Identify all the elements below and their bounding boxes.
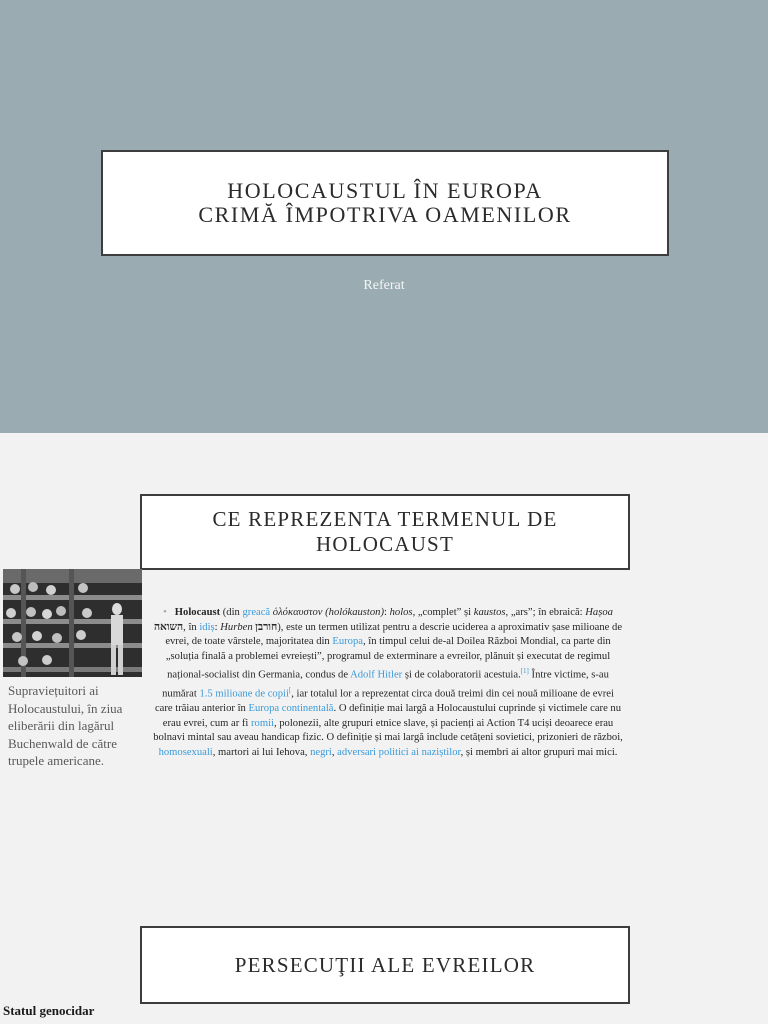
- body-text: , polonezii, alte grupuri etnice slave, și pacienți ai Action T4 uciși deoarece erau bolnavi mintal sau aveau handicap fizic. O definiție și mai largă include cetățeni sovietici, prizonieri de război,: [153, 717, 623, 744]
- body-text: :: [384, 607, 390, 618]
- link-adolf-hitler[interactable]: Adolf Hitler: [350, 669, 403, 681]
- genocidal-state-label: Statul genocidar: [3, 1003, 95, 1018]
- body-text: . O definiție mai largă a Holocaustului cuprinde și victimele care nu erau evrei, cum ar fi: [162, 703, 622, 729]
- link-homosexuali[interactable]: homosexuali: [158, 746, 213, 758]
- body-text: (din: [220, 607, 243, 618]
- content-slide: [0, 433, 768, 1024]
- body-text: , în timpul celui de-al Doilea Război Mondial, ca parte din „soluția finală a problemei evreiești”, programul de exterminare a evreilor, plănuit și executat de regimul național-socialist din Germania, condus de: [165, 636, 611, 681]
- persecutions-heading-box: [140, 926, 630, 1004]
- body-text: השואה: [153, 621, 184, 633]
- link-europa[interactable]: Europa: [332, 636, 363, 647]
- bullet-glyph: •: [163, 607, 167, 618]
- title-slide: [0, 0, 768, 433]
- link-idis[interactable]: idiș: [199, 621, 215, 633]
- body-text: :: [214, 621, 221, 633]
- title-line-2: CRIMĂ ÎMPOTRIVA OAMENILOR: [198, 202, 572, 227]
- reference-2[interactable]: [: [288, 686, 292, 695]
- body-text: חורבן: [252, 621, 278, 633]
- body-term: Holocaust: [174, 607, 221, 618]
- body-text: Hașoa: [585, 607, 613, 618]
- body-text: , martori ai lui Iehova,: [212, 746, 311, 758]
- title-line-1: HOLOCAUSTUL ÎN EUROPA: [227, 178, 543, 203]
- link-greaca[interactable]: greacă: [242, 607, 271, 618]
- subtitle: Referat: [363, 278, 405, 293]
- body-text: kaustos: [473, 607, 506, 618]
- body-text: , „ars”; în ebraică:: [505, 607, 586, 618]
- photo-caption: Supraviețuitori ai Holocaustului, în ziua eliberării din lagărul Buchenwald de către trupele americane.: [8, 683, 123, 768]
- body-text: , și membri ai altor grupuri mai mici.: [460, 746, 618, 758]
- survivors-photo: [3, 569, 142, 677]
- body-text: holos: [389, 607, 413, 618]
- section-heading-box: [140, 494, 630, 570]
- link-romii[interactable]: romii: [251, 717, 274, 729]
- section-heading-line-2: HOLOCAUST: [316, 532, 454, 556]
- link-negri[interactable]: negri: [310, 746, 332, 758]
- body-text: ), este un termen utilizat pentru a descrie uciderea a aproximativ șase milioane de evrei, de toate vârstele, majoritatea din: [165, 621, 623, 647]
- definition-paragraph: [153, 606, 623, 760]
- body-text: Între victime, s-au numărat: [162, 669, 609, 700]
- section-heading-line-1: CE REPREZENTA TERMENUL DE: [212, 507, 558, 531]
- link-europa-continentala[interactable]: Europa continentală: [248, 703, 334, 715]
- persecutions-heading: PERSECUŢII ALE EVREILOR: [234, 952, 536, 977]
- link-copii[interactable]: 1.5 milioane de copii: [199, 688, 289, 700]
- body-text: , „complet” și: [412, 607, 474, 618]
- body-text: ,: [331, 746, 338, 758]
- photo-image: [3, 569, 142, 677]
- body-text: , iar totalul lor a reprezentat circa două treimi din cei nouă milioane de evrei care trăiau anterior în: [154, 688, 614, 715]
- title-box: [101, 150, 669, 256]
- body-text: ὁλόκαυστον (holókauston): [272, 607, 384, 618]
- link-adversari-politici[interactable]: adversari politici ai naziștilor: [337, 746, 461, 758]
- body-text: Hurben: [220, 621, 253, 633]
- body-text: și de colaboratorii acestuia.: [402, 669, 521, 681]
- body-text: , în: [183, 621, 200, 633]
- reference-1[interactable]: [1]: [520, 667, 529, 675]
